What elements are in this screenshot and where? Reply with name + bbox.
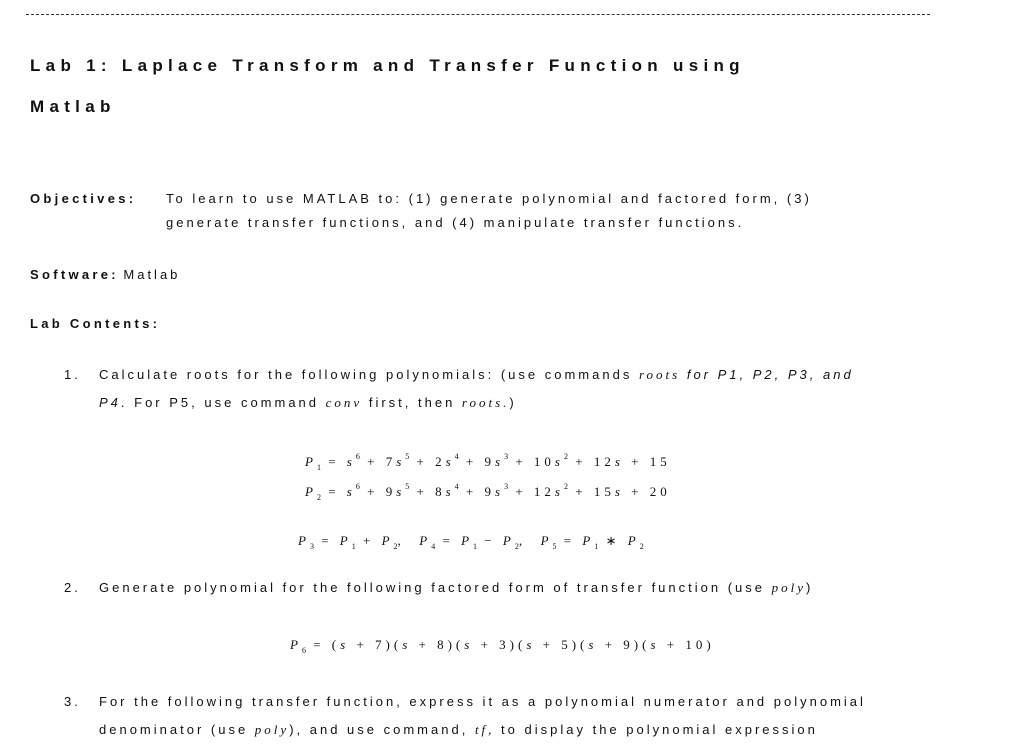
item-3-line2: denominator (use poly), and use command, tf, to display the polynomial expression bbox=[99, 722, 818, 737]
roots-command-2: roots. bbox=[461, 395, 510, 410]
tf-command: tf, bbox=[474, 722, 495, 737]
item-1-line1: Calculate roots for the following polynomials: (use commands roots for P1, P2, P3, and bbox=[99, 367, 854, 382]
item-2-number: 2. bbox=[64, 580, 81, 595]
item-1-number: 1. bbox=[64, 367, 81, 382]
poly-command-2: poly bbox=[254, 722, 290, 737]
objectives-line2: generate transfer functions, and (4) manipulate transfer functions. bbox=[166, 215, 745, 230]
lab-title-line2: Matlab bbox=[30, 97, 116, 116]
roots-command: roots bbox=[638, 367, 681, 382]
equation-p1: $P_1 = s^6 + 7s^5 + 2s^4 + 9s^3 + 10s^2 + 12s + 15$ bbox=[305, 452, 671, 472]
software-value: Matlab bbox=[123, 267, 181, 282]
poly-command: poly bbox=[771, 580, 807, 595]
software-label: Software: bbox=[30, 267, 119, 282]
equation-p2: $P_2 = s^6 + 9s^5 + 8s^4 + 9s^3 + 12s^2 + 15s + 20$ bbox=[305, 482, 671, 502]
conv-command: conv bbox=[325, 395, 363, 410]
item-1-line2: P4. For P5, use command conv first, then roots.) bbox=[99, 395, 517, 410]
item-3-number: 3. bbox=[64, 694, 81, 709]
lab-title-line1: Lab 1: Laplace Transform and Transfer Function using bbox=[30, 56, 745, 75]
item-3-line1: For the following transfer function, express it as a polynomial numerator and polynomial bbox=[99, 694, 866, 709]
dashed-separator bbox=[26, 14, 930, 15]
objectives-line1: To learn to use MATLAB to: (1) generate polynomial and factored form, (3) bbox=[166, 191, 812, 206]
equation-p3-p4-p5: $P_3 = P_1 + P_2$, $P_4 = P_1 - P_2$, $P_5 = P_1$ ∗ $P_2$ bbox=[298, 533, 644, 551]
objectives-label: Objectives: bbox=[30, 191, 137, 206]
equation-p6: $P_6 = (s + 7)(s + 8)(s + 3)(s + 5)(s + 9)(s + 10)$ bbox=[290, 637, 715, 655]
software-row bbox=[30, 266, 180, 284]
item-2-text: Generate polynomial for the following factored form of transfer function (use poly) bbox=[99, 580, 814, 595]
lab-contents-label: Lab Contents: bbox=[30, 316, 161, 331]
